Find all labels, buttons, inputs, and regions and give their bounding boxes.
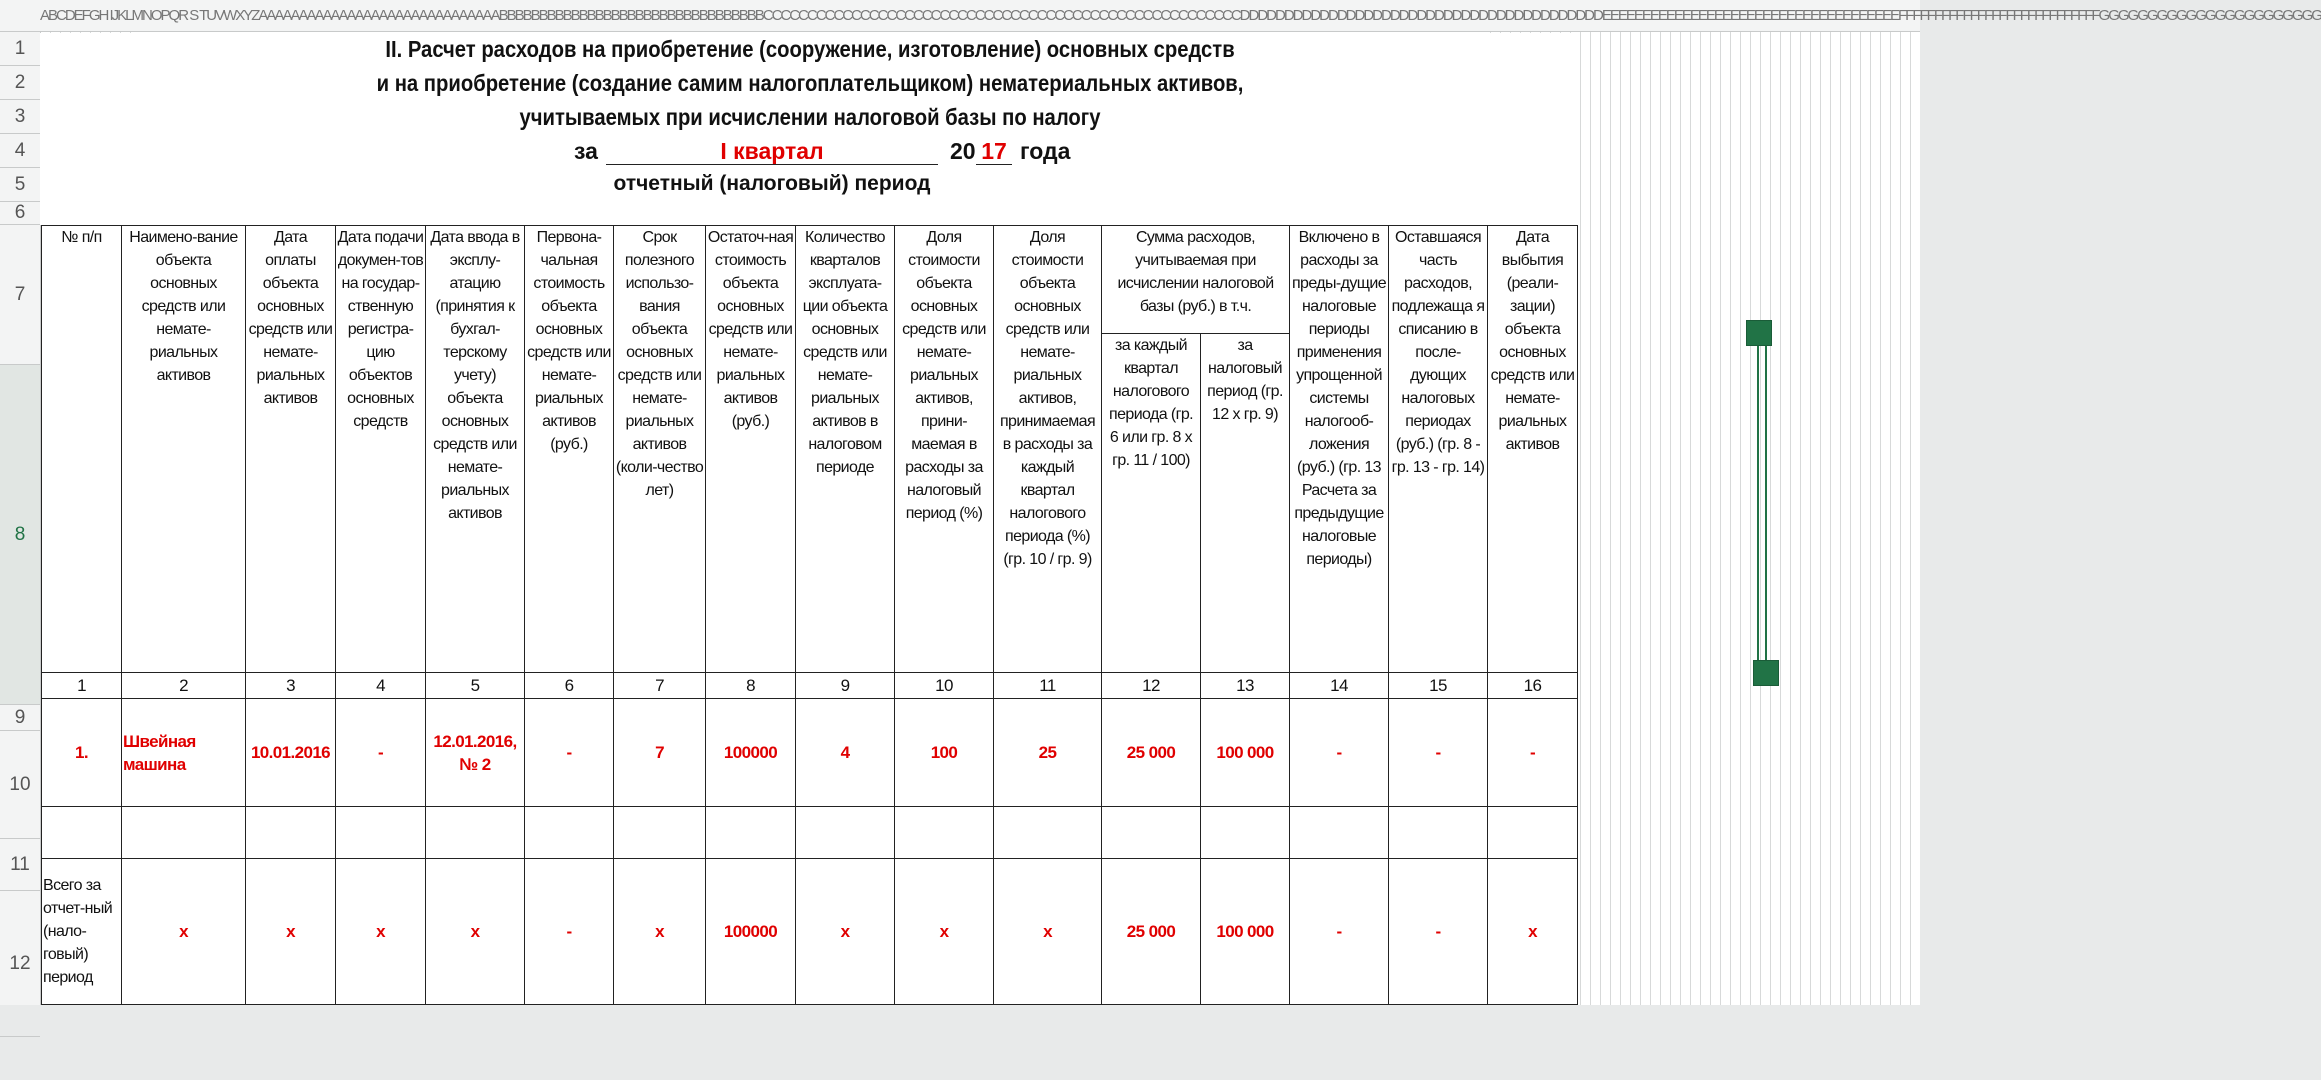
table-cell[interactable]: 1. [42, 699, 122, 807]
header-cell[interactable]: Доля стоимости объекта основных средств или немате-риальных активов, принимаемая в расходы за каждый квартал налогового периода (%) (гр. 10 / гр. 9) [994, 226, 1102, 673]
row-number-selected[interactable]: 8 [0, 365, 40, 705]
report-title-line-2: и на приобретение (создание самим налогоплательщиком) нематериальных активов, [132, 66, 1487, 100]
header-cell[interactable]: Наимено-вание объекта основных средств или немате-риальных активов [122, 226, 246, 673]
column-number[interactable]: 8 [706, 673, 796, 699]
column-number[interactable]: 5 [426, 673, 525, 699]
row-number[interactable]: 2 [0, 66, 40, 100]
column-number[interactable]: 16 [1488, 673, 1578, 699]
header-cell[interactable]: Доля стоимости объекта основных средств или немате-риальных активов, прини-маемая в расходы за налоговый период (%) [895, 226, 994, 673]
column-number[interactable]: 6 [525, 673, 614, 699]
row-number[interactable]: 11 [0, 839, 40, 891]
table-cell[interactable] [1389, 807, 1488, 859]
table-cell-total-label[interactable]: Всего за отчет-ный (нало-говый) период [42, 859, 122, 1005]
header-cell[interactable]: Сумма расходов, учитываемая при исчислении налоговой базы (руб.) в т.ч. [1102, 226, 1290, 334]
table-cell[interactable] [895, 807, 994, 859]
table-cell[interactable]: - [1389, 699, 1488, 807]
period-caption: отчетный (налоговый) период [613, 172, 931, 195]
table-cell[interactable]: х [994, 859, 1102, 1005]
table-cell[interactable] [994, 807, 1102, 859]
table-cell[interactable]: х [426, 859, 525, 1005]
column-number[interactable]: 10 [895, 673, 994, 699]
header-cell[interactable]: № п/п [42, 226, 122, 673]
table-cell[interactable] [1290, 807, 1389, 859]
table-cell[interactable]: х [1488, 859, 1578, 1005]
table-cell[interactable]: х [614, 859, 706, 1005]
table-cell[interactable] [336, 807, 426, 859]
report-title-line-3: учитываемых при исчислении налоговой базы по налогу [132, 100, 1487, 134]
table-cell[interactable]: 100 000 [1201, 699, 1290, 807]
table-cell[interactable] [796, 807, 895, 859]
table-cell[interactable]: - [336, 699, 426, 807]
year-prefix: 20 [950, 138, 976, 164]
row-number[interactable]: 5 [0, 168, 40, 202]
column-number[interactable]: 12 [1102, 673, 1201, 699]
header-cell[interactable]: Дата подачи докумен-тов на государ-ственную регистра-цию объектов основных средств [336, 226, 426, 673]
table-cell[interactable] [42, 807, 122, 859]
table-cell[interactable] [525, 807, 614, 859]
row-header-strip[interactable] [0, 32, 41, 1005]
table-cell[interactable] [1201, 807, 1290, 859]
header-cell[interactable]: Количество кварталов эксплуата-ции объекта основных средств или немате-риальных активов в налоговом периоде [796, 226, 895, 673]
row-number[interactable]: 10 [0, 731, 40, 839]
table-cell[interactable]: х [122, 859, 246, 1005]
year-label: года [1020, 138, 1071, 164]
table-cell[interactable]: х [895, 859, 994, 1005]
row-number[interactable]: 9 [0, 705, 40, 731]
row-resize-indicator[interactable] [1757, 330, 1767, 670]
year-value-cell[interactable]: 17 [976, 134, 1012, 165]
table-cell[interactable]: 100 [895, 699, 994, 807]
column-number[interactable]: 11 [994, 673, 1102, 699]
header-cell[interactable]: Дата ввода в эксплу-атацию (принятия к бухгал-терскому учету) объекта основных средств или немате-риальных активов [426, 226, 525, 673]
table-cell[interactable]: х [336, 859, 426, 1005]
table-cell[interactable] [122, 807, 246, 859]
table-cell[interactable]: 25 000 [1102, 699, 1201, 807]
resize-handle-bottom[interactable] [1753, 660, 1779, 686]
column-number[interactable]: 2 [122, 673, 246, 699]
subheader-cell[interactable]: за налоговый период (гр. 12 х гр. 9) [1201, 334, 1290, 673]
row-number[interactable]: 3 [0, 100, 40, 134]
table-cell[interactable]: х [246, 859, 336, 1005]
table-cell[interactable]: 7 [614, 699, 706, 807]
column-number[interactable]: 15 [1389, 673, 1488, 699]
header-cell[interactable]: Включено в расходы за преды-дущие налоговые периоды применения упрощенной системы налогооб-ложения (руб.) (гр. 13 Расчета за предыдущие налоговые периоды) [1290, 226, 1389, 673]
header-cell[interactable]: Срок полезного использо-вания объекта основных средств или немате-риальных активов (коли-чество лет) [614, 226, 706, 673]
table-cell[interactable]: 10.01.2016 [246, 699, 336, 807]
table-cell[interactable]: 100000 [706, 699, 796, 807]
column-number[interactable]: 1 [42, 673, 122, 699]
table-cell[interactable]: 25 [994, 699, 1102, 807]
header-cell[interactable]: Первона-чальная стоимость объекта основных средств или немате-риальных активов (руб.) [525, 226, 614, 673]
row-number[interactable]: 12 [0, 891, 40, 1037]
table-cell[interactable] [1488, 807, 1578, 859]
column-number[interactable]: 3 [246, 673, 336, 699]
report-title-line-1: II. Расчет расходов на приобретение (сооружение, изготовление) основных средств [132, 32, 1487, 66]
row-number[interactable]: 6 [0, 202, 40, 225]
header-cell[interactable]: Дата выбытия (реали-зации) объекта основных средств или немате-риальных активов [1488, 226, 1578, 673]
table-cell[interactable]: - [1290, 859, 1389, 1005]
subheader-cell[interactable]: за каждый квартал налогового периода (гр. 6 или гр. 8 х гр. 11 / 100) [1102, 334, 1201, 673]
table-cell[interactable]: - [1290, 699, 1389, 807]
table-cell[interactable] [246, 807, 336, 859]
table-cell[interactable]: - [525, 699, 614, 807]
row-number[interactable]: 7 [0, 225, 40, 365]
row-number[interactable]: 1 [0, 32, 40, 66]
table-cell[interactable]: Швейная машина [122, 699, 246, 807]
table-cell[interactable]: 4 [796, 699, 895, 807]
header-cell[interactable]: Дата оплаты объекта основных средств или немате-риальных активов [246, 226, 336, 673]
table-cell[interactable]: 12.01.2016, № 2 [426, 699, 525, 807]
column-number[interactable]: 13 [1201, 673, 1290, 699]
column-number[interactable]: 7 [614, 673, 706, 699]
table-cell[interactable] [706, 807, 796, 859]
table-cell[interactable]: х [796, 859, 895, 1005]
column-number[interactable]: 9 [796, 673, 895, 699]
resize-handle-top[interactable] [1746, 320, 1772, 346]
table-cell[interactable]: - [1488, 699, 1578, 807]
table-cell[interactable]: - [525, 859, 614, 1005]
table-cell[interactable] [614, 807, 706, 859]
expenses-table [41, 225, 1578, 1005]
table-cell[interactable]: 25 000 [1102, 859, 1201, 1005]
table-cell[interactable]: - [1389, 859, 1488, 1005]
period-prefix: за [574, 138, 598, 164]
header-cell[interactable]: Оставшаяся часть расходов, подлежаща я списанию в после-дующих налоговых периодах (руб.) (гр. 8 - гр. 13 - гр. 14) [1389, 226, 1488, 673]
header-cell[interactable]: Остаточ-ная стоимость объекта основных средств или немате-риальных активов (руб.) [706, 226, 796, 673]
period-value-cell[interactable]: I квартал [606, 134, 938, 165]
table-cell[interactable]: 100 000 [1201, 859, 1290, 1005]
column-number[interactable]: 4 [336, 673, 426, 699]
row-number[interactable]: 4 [0, 134, 40, 168]
table-cell[interactable] [1102, 807, 1201, 859]
column-number[interactable]: 14 [1290, 673, 1389, 699]
table-cell[interactable]: 100000 [706, 859, 796, 1005]
table-cell[interactable] [426, 807, 525, 859]
column-header-strip[interactable]: ABCDEFGH IJKLMNOPQR S TUVWXYZAAAAAAAAAAAAAAAAAAAAAAAAAAAAAABBBBBBBBBBBBBBBBBBBBBBBBBBBBBBBBBCCCCCCCCCCCCCCCCCCCCCCCCCCCCCCCCCCCCCCCCCCCCCCCCCCCCCCDDDDDDDDDDDDDDDDDDDDDDDDDDDDDDDDDDDDDDDDDEEEEEEEEEEEEEEEEEEEEEEEEEEEEEEEEEEEEEFFFFFFFFFFFFFFFFFFFFFFFFFFFFGGGGGGGGGGGGGGGGGGGGGGG [0, 0, 1920, 32]
